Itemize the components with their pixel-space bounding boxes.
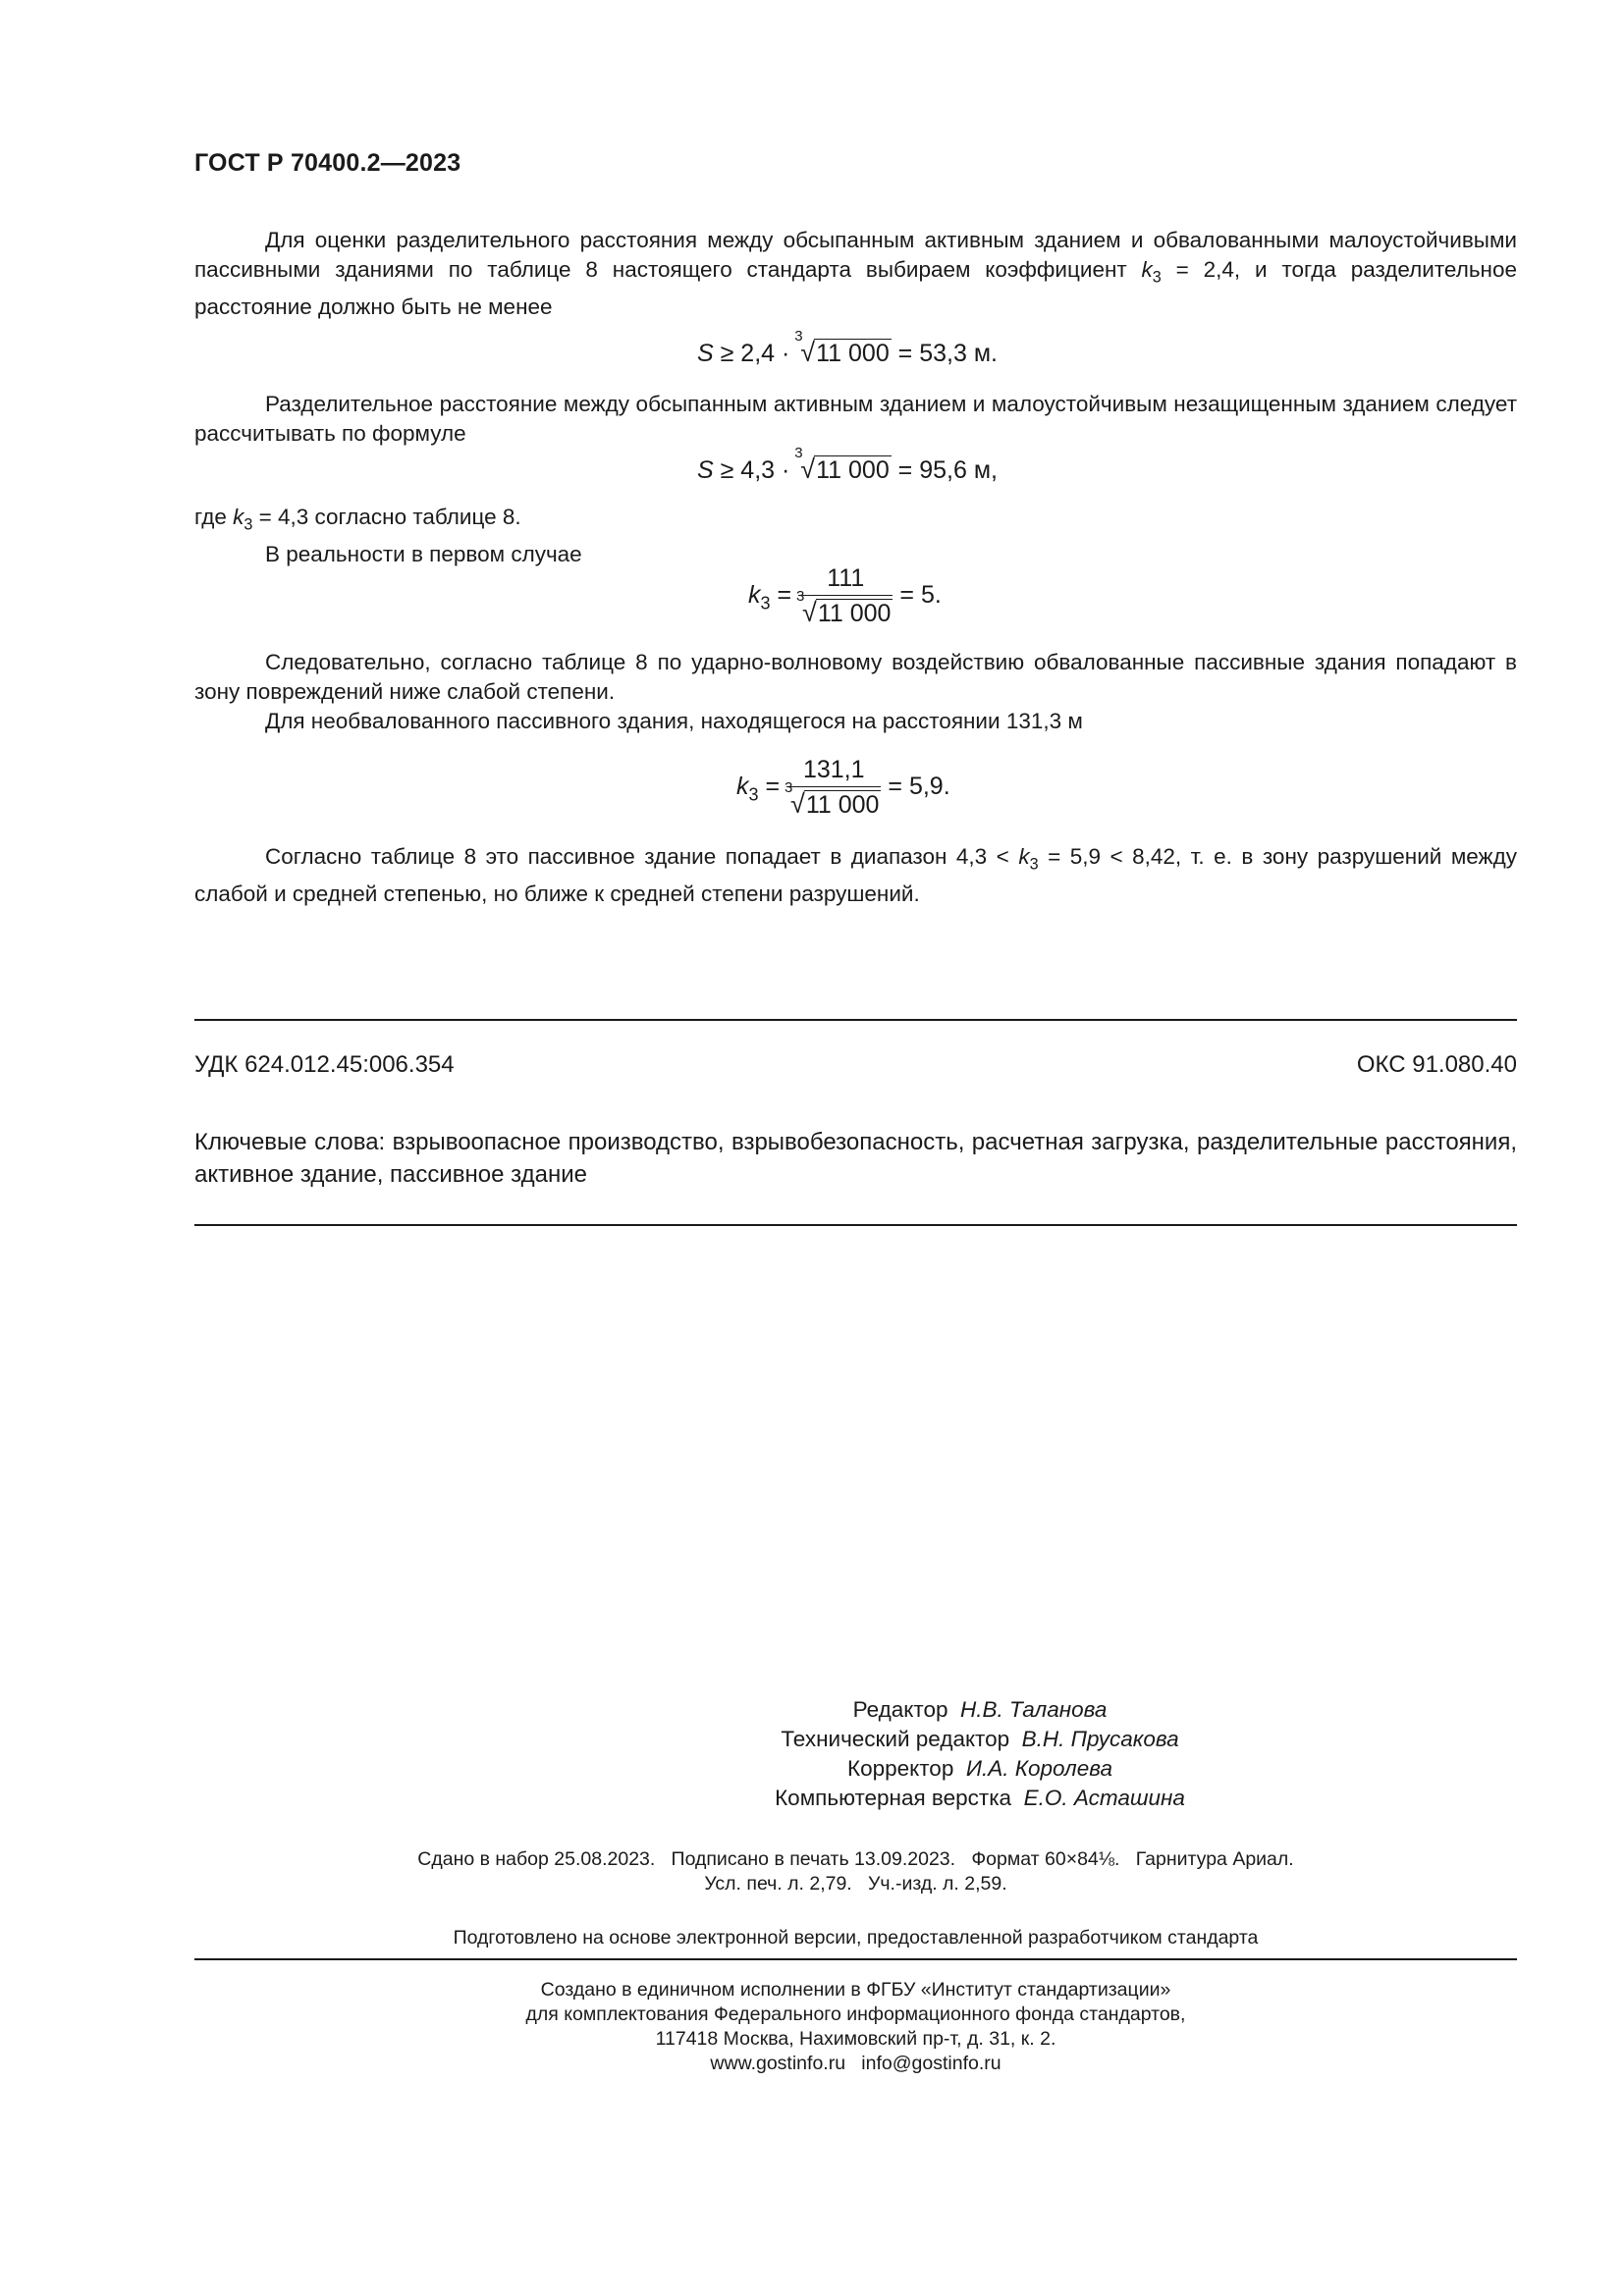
paragraph-7: Согласно таблице 8 это пассивное здание попадает в диапазон $4,3 < k_3 = 5,9 < 8,42$, т. е. в зону разрушений между слабой и средней степенью, но ближе к средней степени разрушений.: [194, 844, 1517, 906]
imprint-web-links: www.gostinfo.ru info@gostinfo.ru: [710, 2053, 1001, 2074]
formula-2: S ≥ 4,3 · 3 √11 000 = 95,6 м,: [697, 445, 998, 484]
top-rule: [194, 1019, 1517, 1021]
paragraph-2: Разделительное расстояние между обсыпанным активным зданием и малоустойчивым незащищенным зданием следует рассчитывать по формуле: [194, 392, 1517, 446]
credit-corrector: Корректор И.А. Королева: [847, 1756, 1112, 1781]
keywords: Ключевые слова: взрывоопасное производство, взрывобезопасность, расчетная загрузка, разделительные расстояния, активное здание, пассивное здание: [194, 1129, 1517, 1188]
credit-layout: Компьютерная верстка Е.О. Асташина: [775, 1786, 1185, 1810]
paragraph-5: Следовательно, согласно таблице 8 по ударно-волновому воздействию обвалованные пассивные здания попадают в зону повреждений ниже слабой степени. Для необвалованного пассивного здания, находящегося на расстоянии 131,3 м: [194, 650, 1517, 733]
credit-technical-editor: Технический редактор В.Н. Прусакова: [781, 1727, 1179, 1751]
udk-code: УДК 624.012.45:006.354: [194, 1051, 455, 1078]
fraction: 111 3 √11 000: [796, 564, 892, 627]
cube-root: 3 √11 000: [794, 445, 890, 484]
imprint-rule: [194, 1958, 1517, 1960]
oks-code: ОКС 91.080.40: [1356, 1051, 1517, 1078]
credits: [587, 1695, 1373, 1813]
formula-4: $k_3$ = 131,1 3 √11 000 = 5,9.: [736, 756, 950, 819]
paragraph-1: Для оценки разделительного расстояния между обсыпанным активным зданием и обвалованными малоустойчивыми пассивными зданиями по таблице 8 настоящего стандарта выбираем коэффициент $k_3 = 2,4$, и тогда разделительное расстояние должно быть не менее: [194, 228, 1518, 319]
imprint-print-details: Сдано в набор 25.08.2023. Подписано в печать 13.09.2023. Формат 60×84⅛. Гарнитура Ариал. Усл. печ. л. 2,79. Уч.-изд. л. 2,59.: [417, 1848, 1294, 1895]
bottom-rule: [194, 1224, 1517, 1226]
credit-editor: Редактор Н.В. Таланова: [852, 1697, 1108, 1722]
fraction: 131,1 3 √11 000: [785, 756, 880, 819]
imprint-prepared: Подготовлено на основе электронной версии, предоставленной разработчиком стандарта: [453, 1927, 1259, 1949]
formula-3: $k_3$ = 111 3 √11 000 = 5.: [748, 564, 942, 627]
paragraph-3: где $k_3 = 4,3$ согласно таблице 8. В реальности в первом случае: [194, 505, 582, 566]
cube-root: 3 √11 000: [794, 328, 890, 367]
formula-1: S ≥ 2,4 · 3 √11 000 = 53,3 м.: [697, 328, 998, 367]
document-header: ГОСТ Р 70400.2—2023: [194, 149, 461, 177]
imprint-publisher: Создано в единичном исполнении в ФГБУ «Институт стандартизации» для комплектования Федерального информационного фонда стандартов, 117418 Москва, Нахимовский пр-т, д. 31, к. 2. www.gostinfo.ru info@gostinfo.ru: [194, 1978, 1517, 2076]
